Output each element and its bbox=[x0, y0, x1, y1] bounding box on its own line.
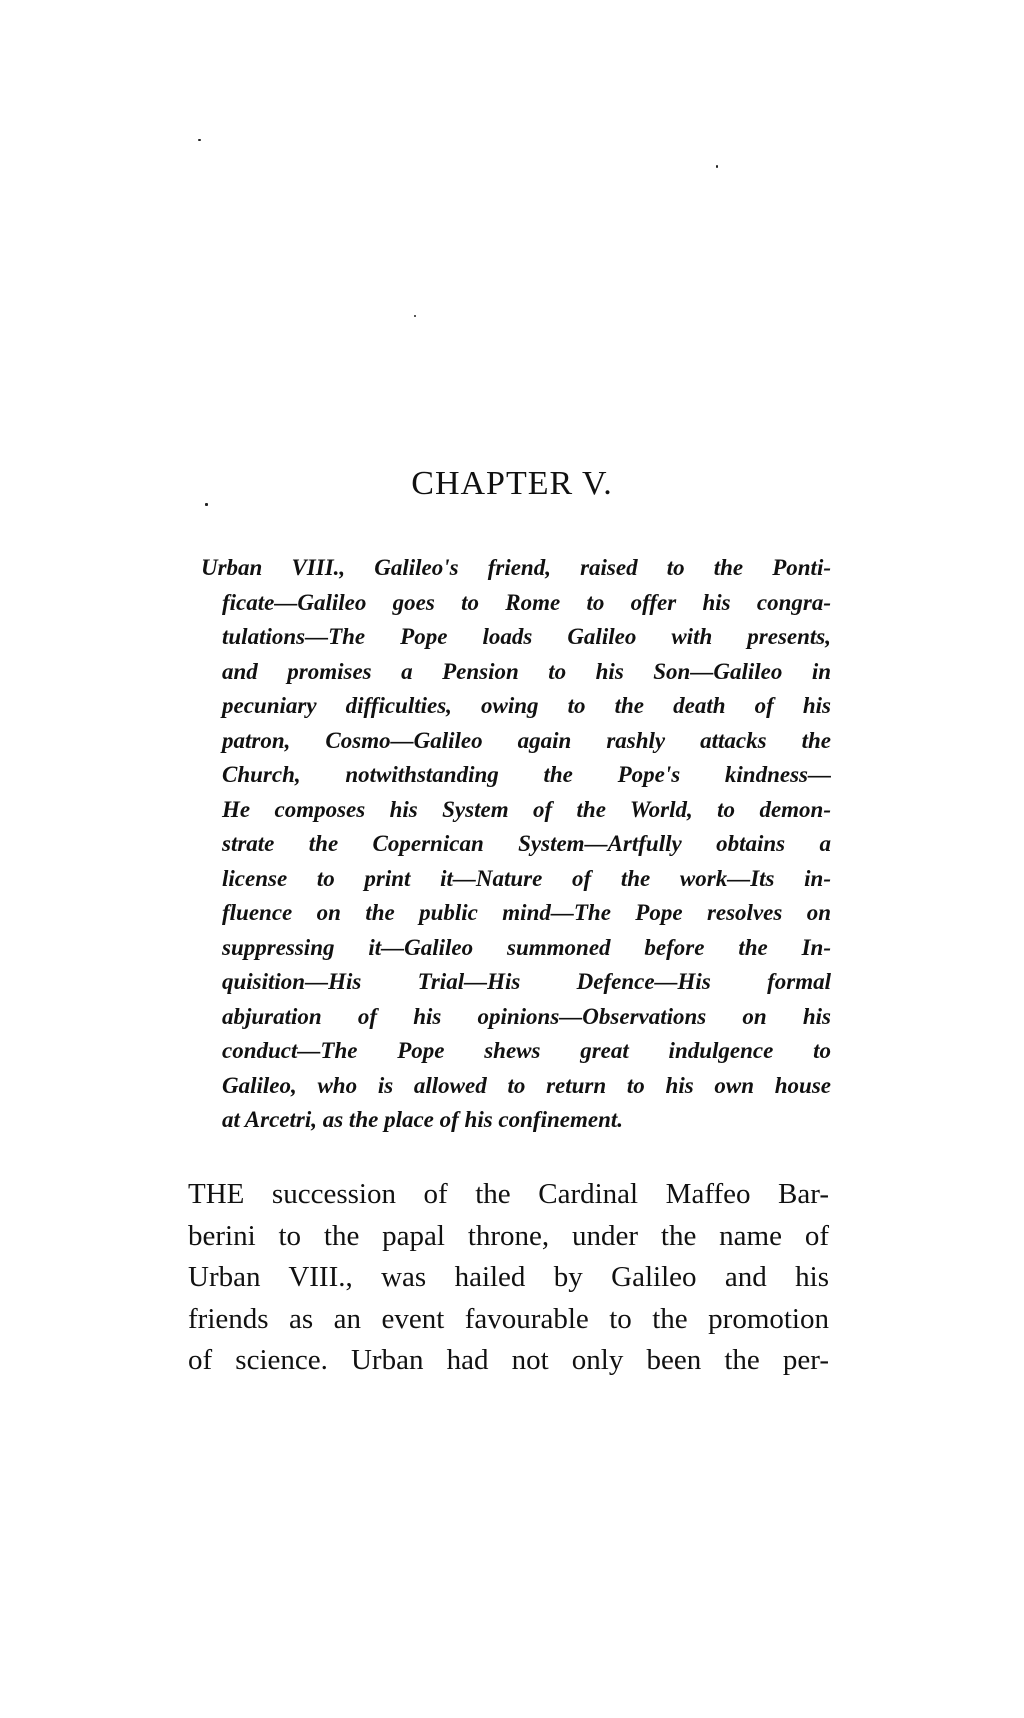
ink-speck bbox=[716, 165, 718, 168]
body-line: Urban VIII., was hailed by Galileo and his bbox=[188, 1261, 829, 1293]
body-paragraph bbox=[188, 1174, 829, 1382]
synopsis-line: tulations—The Pope loads Galileo with presents, bbox=[222, 624, 831, 649]
chapter-synopsis bbox=[201, 551, 831, 1138]
synopsis-line: suppressing it—Galileo summoned before the In- bbox=[222, 934, 831, 960]
synopsis-line: abjuration of his opinions—Observations on his bbox=[222, 1003, 831, 1029]
synopsis-line: patron, Cosmo—Galileo again rashly attacks the bbox=[222, 727, 831, 753]
ink-speck bbox=[198, 139, 201, 141]
body-line: of science. Urban had not only been the per- bbox=[188, 1344, 829, 1376]
synopsis-line: Church, notwithstanding the Pope's kindness— bbox=[222, 762, 831, 787]
synopsis-line: at Arcetri, as the place of his confinement. bbox=[222, 1107, 623, 1132]
synopsis-line: ficate—Galileo goes to Rome to offer his congra- bbox=[222, 589, 831, 615]
synopsis-line: and promises a Pension to his Son—Galileo in bbox=[222, 658, 831, 684]
synopsis-line: pecuniary difficulties, owing to the death of his bbox=[222, 693, 831, 718]
synopsis-line: strate the Copernican System—Artfully obtains a bbox=[222, 831, 831, 856]
synopsis-line: license to print it—Nature of the work—Its in- bbox=[222, 865, 831, 891]
synopsis-line: conduct—The Pope shews great indulgence to bbox=[222, 1038, 831, 1063]
body-line: berini to the papal throne, under the name of bbox=[188, 1219, 829, 1252]
body-line: THE succession of the Cardinal Maffeo Bar- bbox=[188, 1178, 829, 1210]
synopsis-line: Galileo, who is allowed to return to his own house bbox=[222, 1072, 831, 1098]
synopsis-line: Urban VIII., Galileo's friend, raised to the Ponti- bbox=[201, 555, 831, 580]
body-line: friends as an event favourable to the promotion bbox=[188, 1302, 829, 1335]
chapter-heading: CHAPTER V. bbox=[411, 465, 613, 502]
synopsis-line: quisition—His Trial—His Defence—His formal bbox=[222, 969, 831, 994]
ink-speck bbox=[414, 315, 416, 317]
synopsis-line: He composes his System of the World, to demon- bbox=[222, 796, 831, 822]
synopsis-line: fluence on the public mind—The Pope resolves on bbox=[222, 900, 831, 925]
